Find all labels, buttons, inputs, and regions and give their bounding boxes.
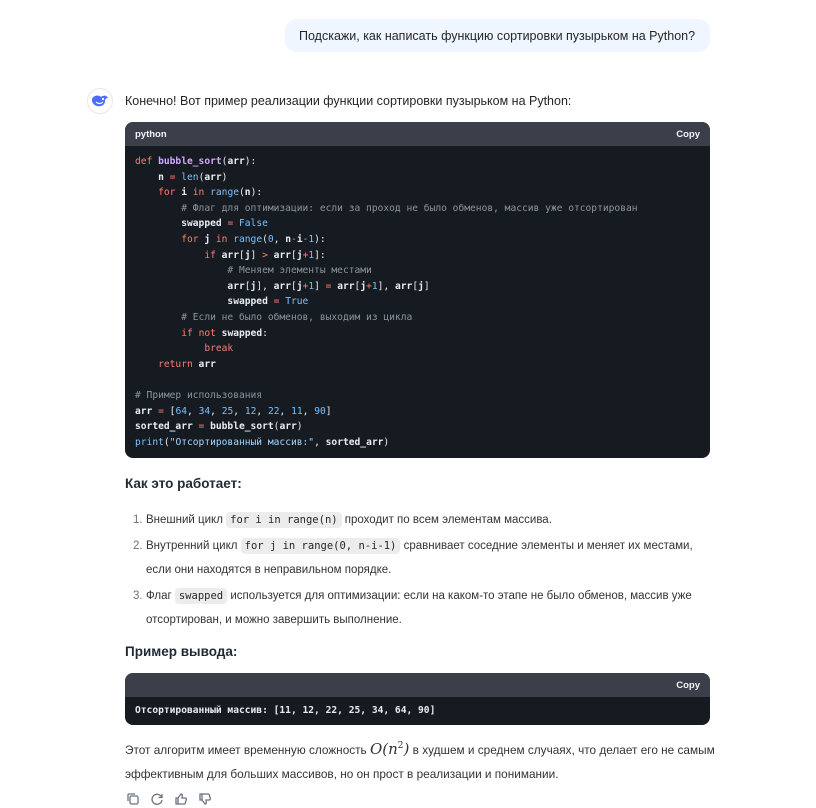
list-item: 2. Внутренний цикл for j in range(0, n-i-1) сравнивает соседние элементы и меняет их местами, если они находятся в неправильном порядке. <box>133 540 693 576</box>
assistant-avatar-icon <box>87 88 113 114</box>
section-heading-how: Как это работает: <box>125 476 242 491</box>
list-item: 1. Внешний цикл for i in range(n) проходит по всем элементам массива. <box>133 514 552 526</box>
output-line: Отсортированный массив: [11, 12, 22, 25, 34, 64, 90] <box>135 705 436 716</box>
copy-code-button[interactable]: Copy <box>676 128 700 140</box>
thumbs-up-icon[interactable] <box>172 790 190 808</box>
code-content: def bubble_sort(arr): n = len(arr) for i in range(n): # Флаг для оптимизации: если за проход не было обменов, массив уже отсортирован swapped = False for j in range(0, n-i-1): if arr[j] > arr[j+1]: # Меняем элементы местами arr[j], arr[j+1] = arr[j+1], arr[j] swapped = True # Если не было обменов, выходим из цикла if not swapped: break return arr # Пример использования arr = [64, 34, 25, 12, 22, 11, 90] sorted_arr = bubble_sort(arr) print("Отсортированный массив:", sorted_arr) <box>135 156 638 448</box>
code-block-header <box>125 673 710 697</box>
code-language-label: python <box>135 128 167 140</box>
message-actions <box>124 790 214 808</box>
code-content <box>125 697 710 725</box>
thumbs-down-icon[interactable] <box>196 790 214 808</box>
user-message-text: Подскажи, как написать функцию сортировки пузырьком на Python? <box>299 28 696 43</box>
explanation-list <box>133 508 713 634</box>
inline-code: for i in range(n) <box>226 512 341 528</box>
code-block-python <box>125 122 710 458</box>
inline-code: for j in range(0, n-i-1) <box>241 538 401 554</box>
code-block-header <box>125 122 710 146</box>
code-block-output <box>125 673 710 725</box>
complexity-formula: $O(n^2)$ <box>369 740 410 758</box>
section-heading-output: Пример вывода: <box>125 644 238 659</box>
list-item: 3. Флаг swapped используется для оптимизации: если на каком-то этапе не было обменов, массив уже отсортирован, и можно завершить выполнение. <box>133 590 692 626</box>
user-message-bubble <box>285 19 710 52</box>
assistant-intro: Конечно! Вот пример реализации функции сортировки пузырьком на Python: <box>125 94 572 108</box>
copy-code-button[interactable]: Copy <box>676 679 700 691</box>
regenerate-icon[interactable] <box>148 790 166 808</box>
inline-code: swapped <box>175 588 227 604</box>
copy-icon[interactable] <box>124 790 142 808</box>
summary-paragraph: Этот алгоритм имеет временную сложность $O(n^2)$ в худшем и среднем случаях, что делает его не самым эффективным для больших массивов, но он прост в реализации и понимании. <box>125 740 715 781</box>
